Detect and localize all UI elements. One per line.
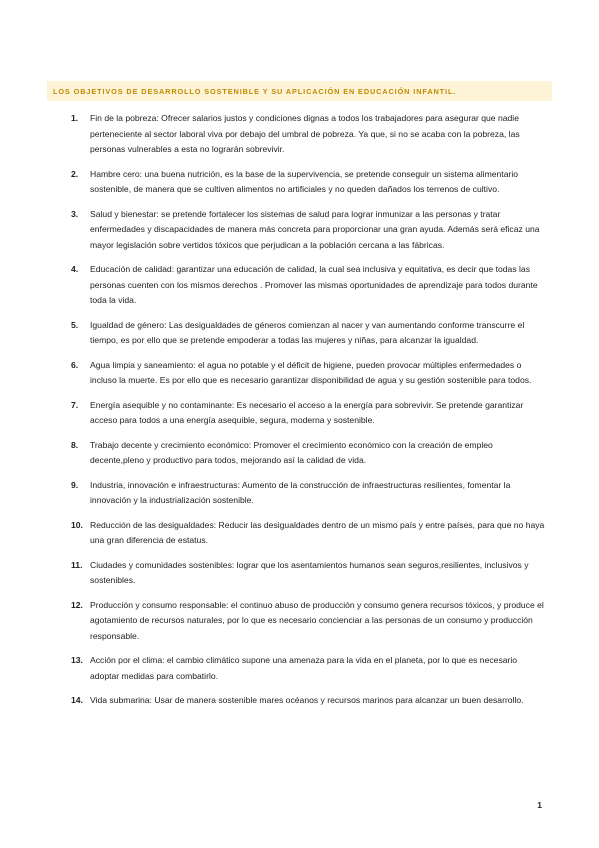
item-text: Hambre cero: una buena nutrición, es la base de la supervivencia, se pretende conseguir un sistema alimentario sostenible, de manera que se cultiven alimentos no artificiales y no queden dañados los terrenos de cultivo. (90, 168, 519, 194)
list-item (72, 478, 548, 509)
item-text: Energía asequible y no contaminante: Es necesario el acceso a la energía para sobrevivir. Se pretende garantizar acceso para todos a una energía asequible, segura, moderna y sostenible. (90, 399, 524, 425)
item-text: Producción y consumo responsable: el continuo abuso de producción y consumo genera recursos tóxicos, y produce el agotamiento de recursos naturales, por lo que es necesario concienciar a las personas de un consumo y producción responsable. (90, 599, 544, 641)
item-text: Educación de calidad: garantizar una educación de calidad, la cual sea inclusiva y equitativa, es decir que todas las personas cuenten con los mismos derechos . Promover las mismas oportunidades de aprendizaje para todos durante toda la vida. (90, 264, 538, 305)
title-band (47, 81, 552, 101)
item-number: 11. (71, 559, 83, 570)
item-number: 9. (71, 479, 79, 490)
objectives-list (72, 111, 548, 718)
item-number: 1. (71, 113, 79, 123)
item-number: 13. (71, 655, 83, 665)
list-item (72, 518, 548, 549)
item-text: Acción por el clima: el cambio climático supone una amenaza para la vida en el planeta, por lo que es necesario adoptar medidas para combatirlo. (90, 655, 518, 681)
item-text: Trabajo decente y crecimiento económico: Promover el crecimiento económico con la creación de empleo decente,pleno y productivo para todos, mejorando así la calidad de vida. (90, 439, 493, 465)
list-item (72, 438, 548, 469)
item-number: 7. (71, 399, 79, 410)
item-text: Ciudades y comunidades sostenibles: lograr que los asentamientos humanos sean seguros,resilientes, inclusivos y sostenibles. (90, 559, 529, 585)
list-item (72, 558, 548, 589)
document-title: LOS OBJETIVOS DE DESARROLLO SOSTENIBLE Y SU APLICACIÓN EN EDUCACIÓN INFANTIL. (53, 86, 457, 96)
list-item (72, 358, 548, 389)
item-number: 3. (71, 208, 79, 219)
list-item (72, 207, 548, 254)
item-number: 5. (71, 319, 79, 330)
list-item (72, 318, 548, 349)
list-item (72, 262, 548, 309)
item-number: 4. (71, 264, 79, 274)
item-text: Igualdad de género: Las desigualdades de géneros comienzan al nacer y van aumentando conforme transcurre el tiempo, es por ello que se pretende empoderar a todas las mujeres y niñas, para alcanzar la igualdad. (90, 319, 525, 345)
item-text: Salud y bienestar: se pretende fortalecer los sistemas de salud para lograr inmunizar a las personas y tratar enfermedades y discapacidades de manera más concreta para proporcionar una gran ayuda. Además será eficaz una mayor legislación sobre vertidos tóxicos que perjudican a la población cercana a las fábricas. (90, 208, 540, 250)
item-text: Reducción de las desigualdades: Reducir las desigualdades dentro de un mismo país y entre países, para que no haya una gran diferencia de estatus. (90, 519, 545, 545)
item-text: Fin de la pobreza: Ofrecer salarios justos y condiciones dignas a todos los trabajadores para asegurar que nadie perteneciente al sector laboral viva por debajo del umbral de pobreza. Ya que, si no se acaba con la pobreza, las personas vulnerables a esta no lograrán sobrevivir. (90, 113, 520, 154)
list-item (72, 653, 548, 684)
item-number: 8. (71, 439, 79, 450)
item-text: Agua limpia y saneamiento: el agua no potable y el déficit de higiene, pueden provocar múltiples enfermedades o incluso la muerte. Es por ello que es necesario garantizar disponibilidad de agua y su gestión sostenible para todos. (90, 359, 532, 385)
list-item (72, 111, 548, 158)
item-number: 2. (71, 168, 79, 179)
item-number: 14. (71, 695, 83, 705)
item-text: Vida submarina: Usar de manera sostenible mares océanos y recursos marinos para alcanzar un buen desarrollo. (90, 695, 524, 705)
list-item (72, 693, 548, 709)
list-item (72, 167, 548, 198)
list-item (72, 598, 548, 645)
item-number: 10. (71, 519, 83, 530)
item-text: Industria, innovación e infraestructuras: Aumento de la construcción de infraestructuras resilientes, fomentar la innovación y la industrialización sostenible. (90, 479, 511, 505)
page-number: 1 (537, 800, 542, 810)
list-item (72, 398, 548, 429)
item-number: 6. (71, 359, 79, 370)
item-number: 12. (71, 599, 83, 610)
